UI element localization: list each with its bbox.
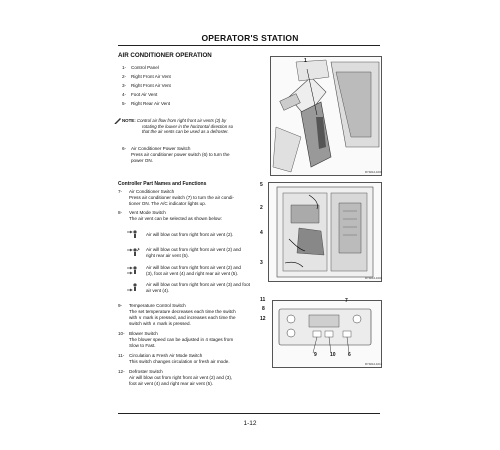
item-text: power ON. (131, 158, 153, 163)
item-text: tioner ON. The A/C indicator lights up. (129, 201, 207, 206)
callout-label: 1 (304, 58, 307, 64)
vent-mode-face-rear-icon (126, 247, 140, 257)
figure-code: RY9212-1002 (365, 276, 383, 280)
callout-label: 8 (262, 306, 265, 312)
list-item-number: 4- (122, 92, 127, 97)
vent-mode-face-foot-icon (126, 282, 140, 292)
note-line: Control air flow from right front air vents (2) by (136, 118, 227, 123)
item-title: Vent Mode Switch (129, 210, 166, 215)
item-number: 10- (118, 331, 125, 336)
figure-code: RY9212-1011 (365, 362, 383, 366)
callout-label: 12 (260, 316, 266, 322)
list-item: Right Rear Air Vent (131, 101, 171, 106)
callout-label: 6 (348, 352, 351, 358)
pencil-note-icon (114, 117, 122, 124)
page-number: 1-12 (243, 420, 257, 427)
vent-mode-text: right rear air vent (5). (146, 253, 189, 258)
item-title: Temperature Control Switch (129, 303, 186, 308)
list-item: Foot Air Vent (131, 92, 158, 97)
callout-label: 5 (260, 182, 263, 188)
vent-mode-text: Air will blow out from right front air vent (3) and foot (146, 282, 250, 287)
list-item: Right Front Air Vent (131, 83, 171, 88)
item-text: switch with ∧ mark is pressed. (129, 321, 191, 326)
footer-rule (118, 413, 380, 414)
vent-mode-text: (3), foot air vent (4) and right rear air vent (5). (146, 271, 239, 276)
callout-label: 11 (260, 297, 266, 303)
item-number: 6- (122, 146, 127, 151)
list-item: Right Front Air Vent (131, 74, 171, 79)
item-text: Air will blow out from right front air vent (2) and (3), (129, 375, 233, 380)
callout-label: 3 (260, 260, 263, 266)
callout-label: 9 (314, 352, 317, 358)
item-title: Air Conditioner Power Switch (131, 146, 191, 151)
callout-label: 2 (260, 205, 263, 211)
note-label: NOTE: (122, 118, 136, 123)
callout-label: 10 (330, 352, 336, 358)
item-number: 11- (118, 353, 125, 358)
item-text: Press air conditioner power switch (6) to turn the (131, 152, 230, 157)
note-line: that the air vents can be used as a defroster. (142, 129, 229, 135)
note-block (122, 118, 262, 135)
item-text: The blower speed can be adjusted in 4 stages from (129, 337, 234, 342)
vent-mode-text: Air will blow out from right front air vent (2) and (146, 265, 241, 270)
list-item-number: 5- (122, 101, 127, 106)
item-number: 7- (118, 189, 123, 194)
item-number: 9- (118, 303, 123, 308)
item-number: 8- (118, 210, 123, 215)
item-text: The air vent can be selected as shown below: (129, 216, 222, 221)
callout-label: 7 (345, 298, 348, 304)
figure-code: RY9212-1003 (365, 170, 383, 174)
item-text: Slow to Fast. (129, 343, 156, 348)
item-title: Circulation & Fresh Air Mode Switch (129, 353, 203, 358)
vent-mode-face-rear-foot-icon (126, 265, 140, 275)
header-rule (118, 45, 380, 46)
section-title: AIR CONDITIONER OPERATION (118, 52, 212, 59)
page-title: OPERATOR'S STATION (201, 33, 299, 43)
item-title: Defroster Switch (129, 369, 163, 374)
item-title: Blower Switch (129, 331, 158, 336)
item-text: Press air conditioner switch (7) to turn the air condi- (129, 195, 234, 200)
item-text: The set temperature decreases each time the switch (129, 309, 236, 314)
vent-mode-text: Air will blow out from right front air vent (2). (146, 232, 234, 237)
list-item-number: 1- (122, 65, 127, 70)
list-item-number: 3- (122, 83, 127, 88)
vent-layout-figure (268, 182, 382, 282)
vent-mode-text: Air will blow out from right front air vent (2) and (146, 247, 241, 252)
cab-interior-figure (270, 56, 382, 176)
item-text: with ∨ mark is pressed, and increases each time the (129, 315, 236, 320)
item-text: This switch changes circulation or fresh air mode. (129, 359, 230, 364)
vent-mode-text: air vent (4). (146, 288, 170, 293)
list-item: Control Panel (131, 65, 159, 70)
note-line: rotating the louver in the horizontal direction so (142, 123, 234, 129)
controller-subtitle: Controller Part Names and Functions (118, 181, 207, 187)
control-panel-figure (272, 300, 382, 368)
item-number: 12- (118, 369, 125, 374)
vent-mode-face-icon (126, 229, 140, 239)
item-title: Air Conditioner Switch (129, 189, 175, 194)
list-item-number: 2- (122, 74, 127, 79)
item-text: foot air vent (4) and right rear air vent (5). (129, 381, 213, 386)
callout-label: 4 (260, 230, 263, 236)
